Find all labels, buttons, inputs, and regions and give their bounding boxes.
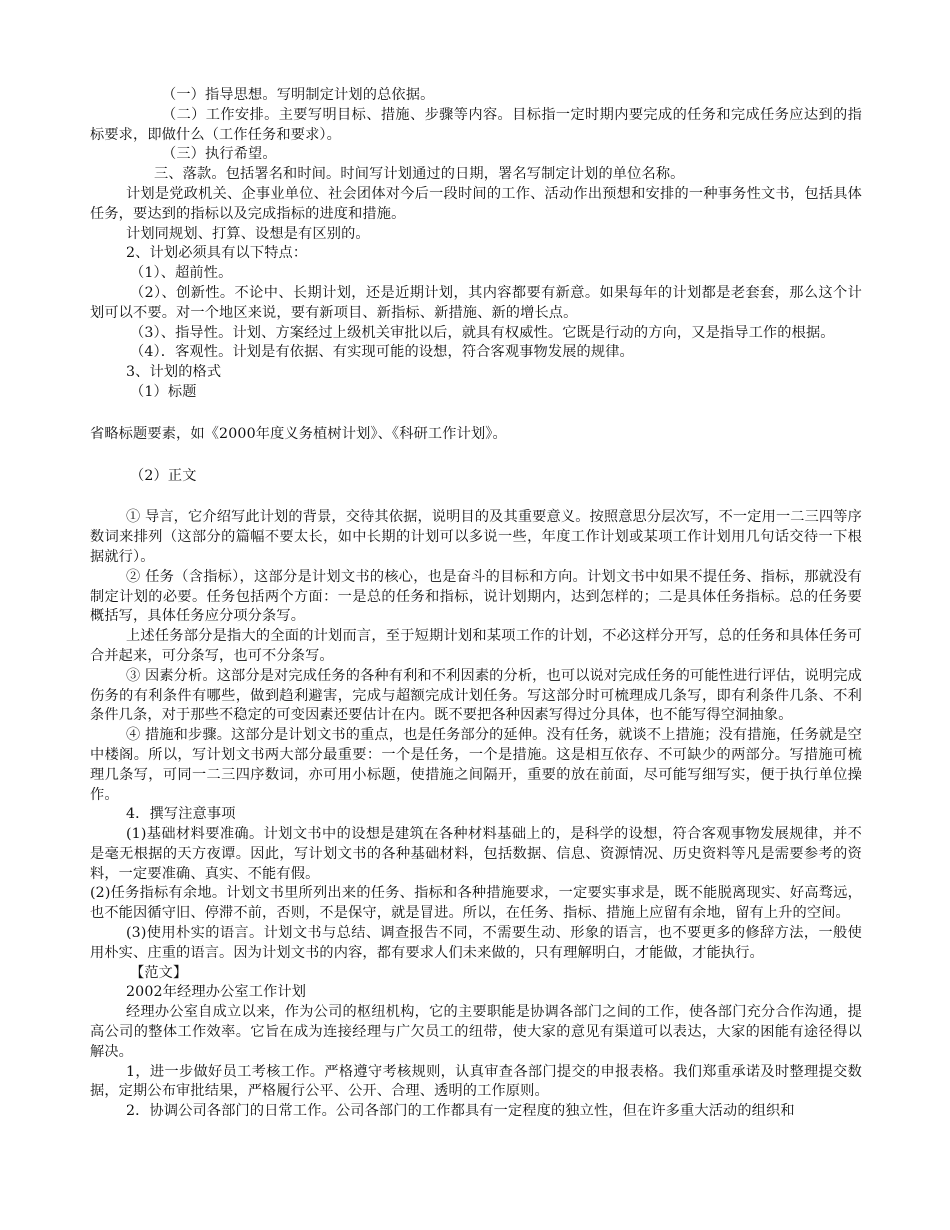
guiding-principle-item: （一）指导思想。写明制定计划的总依据。: [162, 87, 435, 103]
body-item-measures: ④ 措施和步骤。这部分是计划文书的重点，也是任务部分的延伸。没有任务，就谈不上措施；没有措施，任务就是空中楼阁。所以，写计划文书两大部分最重要：一个是任务，一个是措施。这是相互依存、不可缺少的两部分。写措施可梳理几条写，可同一二三四序数词，亦可用小标题，使措施之间隔开，重要的放在前面，尽可能写细写实，便于执行单位操作。: [90, 727, 862, 803]
plan-distinction-paragraph: 计划同规划、打算、设想是有区别的。: [126, 225, 370, 242]
plan-definition-paragraph: 计划是党政机关、企事业单位、社会团体对今后一段时间的工作、活动作出预想和安排的一种事务性文书，包括具体任务，要达到的指标以及完成指标的进度和措施。: [90, 185, 862, 222]
features-heading: 2、计划必须具有以下特点：: [126, 245, 308, 262]
feature-item: （4）．客观性。计划是有依据、有实现可能的设想，符合客观事物发展的规律。: [130, 344, 634, 361]
sample-plan-item: 2．协调公司各部门的日常工作。公司各部门的工作都具有一定程度的独立性，但在许多重大活动的组织和: [126, 1103, 795, 1120]
signature-section: 三、落款。包括署名和时间。时间写计划通过的日期，署名写制定计划的单位名称。: [154, 166, 685, 183]
writing-note-item: (2)任务指标有余地。计划文书里所列出来的任务、指标和各种措施要求，一定要实事求是，既不能脱离现实、好高骛远，也不能因循守旧、停滞不前，否则，不是保守，就是冒进。所以，在任务、指标、措施上应留有余地，留有上升的空间。: [90, 885, 862, 922]
body-tasks-note: 上述任务部分是指大的全面的计划而言，至于短期计划和某项工作的计划，不必这样分开写，总的任务和具体任务可合并起来，可分条写，也可不分条写。: [90, 628, 862, 664]
writing-note-item: (3)使用朴实的语言。计划文书与总结、调查报告不同，不需要生动、形象的语言，也不要更多的修辞方法，一般使用朴实、庄重的语言。因为计划文书的内容，都有要求人们未来做的，只有理解明白，才能做，才能执行。: [90, 925, 862, 961]
title-subheading: （1）标题: [130, 383, 197, 400]
document-body: [90, 86, 862, 1122]
sample-heading: 【范文】: [130, 964, 188, 981]
feature-item: （2）、创新性。不论中、长期计划，还是近期计划，其内容都要有新意。如果每年的计划都是老套套，那么这个计划可以不要。对一个地区来说，要有新项目、新指标、新措施、新的增长点。: [90, 284, 862, 321]
work-arrangement-item: （二）工作安排。主要写明目标、措施、步骤等内容。目标指一定时期内要完成的任务和完成任务应达到的指标要求，即做什么（工作任务和要求）。: [90, 106, 862, 143]
body-subheading: （2）正文: [130, 467, 197, 484]
feature-item: （3）、指导性。计划、方案经过上级机关审批以后，就具有权威性。它既是行动的方向，又是指导工作的根据。: [130, 324, 835, 341]
sample-plan-item: 1，进一步做好员工考核工作。严格遵守考核规则，认真审查各部门提交的申报表格。我们郑重承诺及时整理提交数据，定期公布审批结果，严格履行公平、公开、合理、透明的工作原则。: [90, 1063, 862, 1100]
format-heading: 3、计划的格式: [126, 364, 222, 381]
execution-hope-item: （三）执行希望。: [162, 146, 277, 163]
writing-note-item: (1)基础材料要准确。计划文书中的设想是建筑在各种材料基础上的，是科学的设想，符合客观事物发展规律，并不是毫无根据的天方夜谭。因此，写计划文书的各种基础材料，包括数据、信息、资源情况、历史资料等凡是需要参考的资料，一定要准确、真实、不能有假。: [90, 826, 862, 882]
body-item-factor-analysis: ③ 因素分析。这部分是对完成任务的各种有利和不利因素的分析，也可以说对完成任务的可能性进行评估，说明完成伤务的有利条件有哪些，做到趋利避害，完成与超额完成计划任务。写这部分时可梳理成几条写，即有利条件几条、不利条件几条，对于那些不稳定的可变因素还要估计在内。既不要把各种因素写得过分具体，也不能写得空洞抽象。: [90, 667, 862, 724]
body-item-tasks: ② 任务（含指标），这部分是计划文书的核心，也是奋斗的目标和方向。计划文书中如果不提任务、指标，那就没有制定计划的必要。任务包括两个方面：一是总的任务和指标，说计划期内，达到怎样的；二是具体任务指标。总的任务要概括写，具体任务应分项分条写。: [90, 568, 862, 625]
body-item-introduction: ① 导言，它介绍写此计划的背景，交待其依据，说明目的及其重要意义。按照意思分层次写，不一定用一二三四等序数词来排列（这部分的篇幅不要太长，如中长期的计划可以多说一些，年度工作计划或某项工作计划用几句话交待一下根据就行）。: [90, 509, 862, 565]
title-example-paragraph: 省略标题要素，如《2000年度义务植树计划》、《科研工作计划》。: [90, 425, 507, 442]
feature-item: （1）、超前性。: [130, 265, 233, 282]
sample-title: 2002年经理办公室工作计划: [126, 984, 307, 1001]
writing-notes-heading: 4．撰写注意事项: [126, 806, 236, 823]
sample-intro-paragraph: 经理办公室自成立以来，作为公司的枢纽机构，它的主要职能是协调各部门之间的工作，使各部门充分合作沟通，提高公司的整体工作效率。它旨在成为连接经理与广欠员工的纽带，使大家的意见有渠道可以表达，大家的困能有途径得以解决。: [90, 1004, 862, 1060]
